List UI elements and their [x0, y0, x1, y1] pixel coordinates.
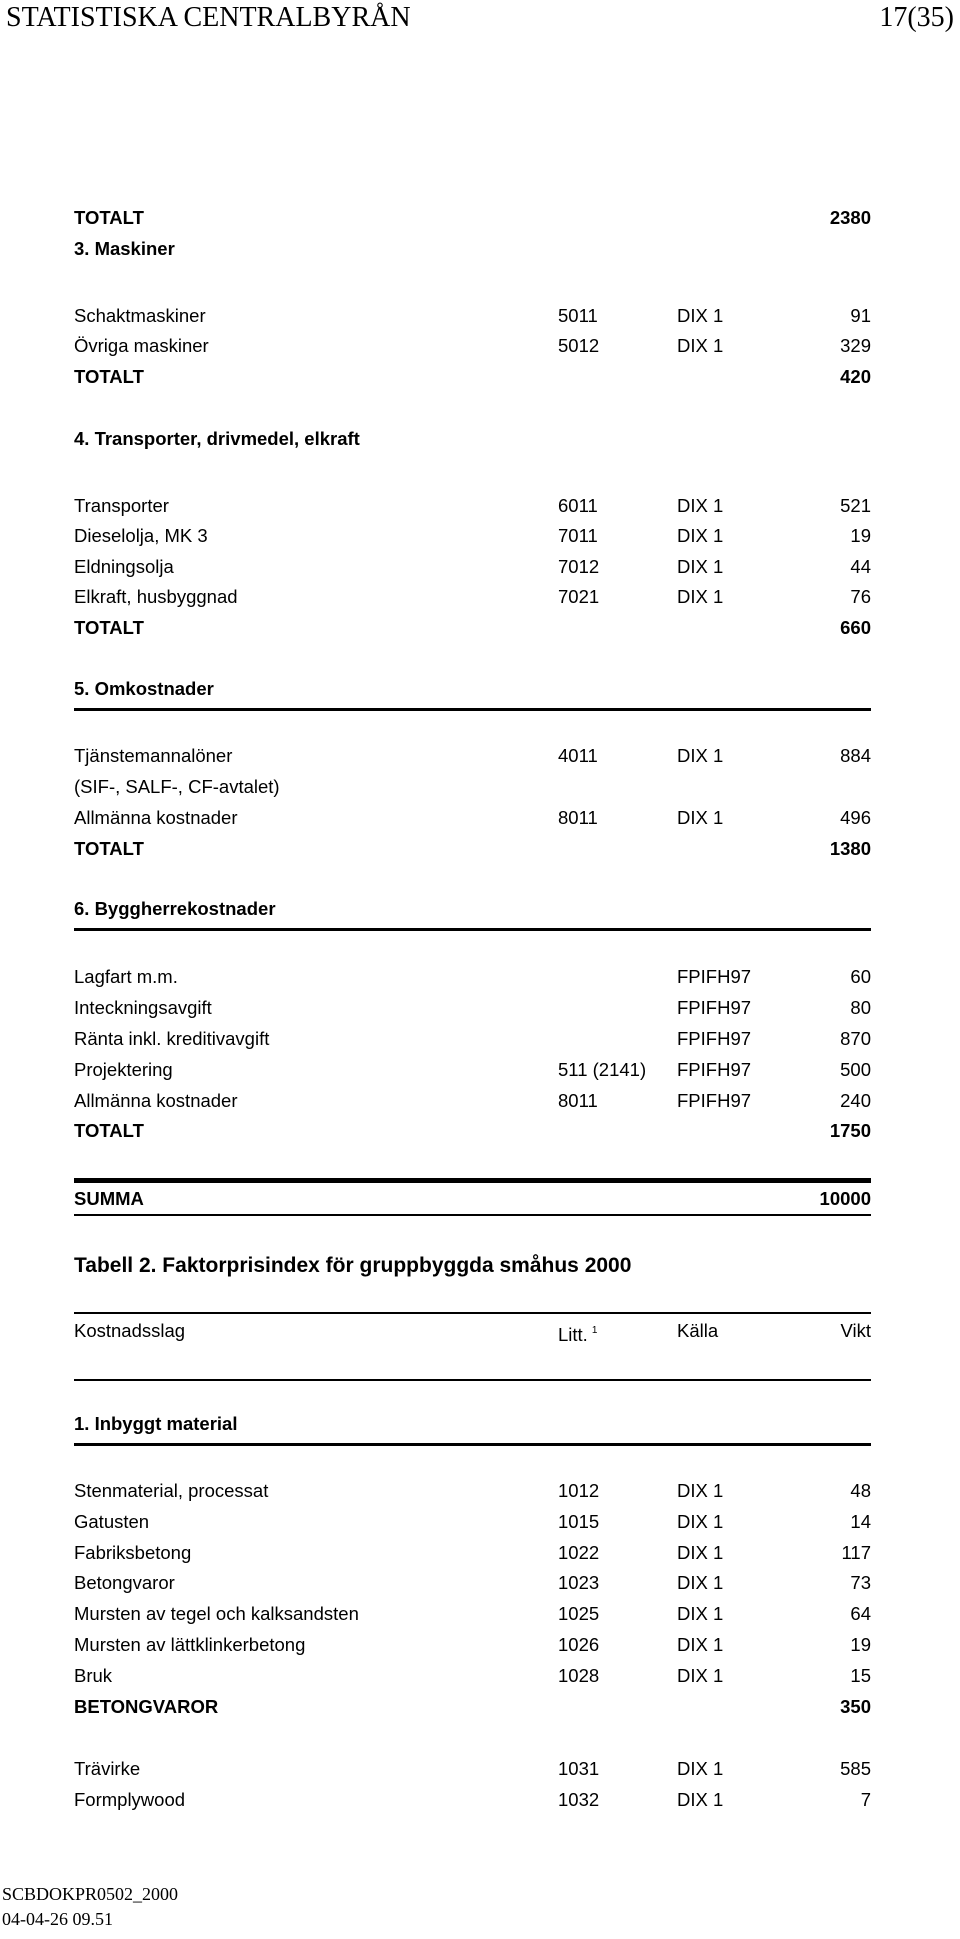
- total-value: 2380: [829, 207, 871, 228]
- column-headers: [74, 1318, 871, 1344]
- column-header-kostnadsslag: Kostnadsslag: [74, 1320, 186, 1341]
- table-row: Allmänna kostnader 8011 FPIFH97 240: [74, 1090, 871, 1111]
- total-row: [74, 205, 871, 231]
- print-timestamp: 04-04-26 09.51: [2, 1909, 113, 1929]
- table-row: Trävirke 1031 DIX 1 585: [74, 1758, 871, 1779]
- table-row: Betongvaror 1023 DIX 1 73: [74, 1572, 871, 1593]
- column-header-kalla: Källa: [677, 1320, 719, 1341]
- table-row: Tjänstemannalöner 4011 DIX 1 884: [74, 745, 871, 766]
- section-heading: 3. Maskiner: [74, 238, 175, 259]
- total-row: TOTALT 1380: [74, 838, 871, 859]
- section-heading: 5. Omkostnader: [74, 678, 214, 699]
- summa-row: SUMMA 10000: [74, 1188, 871, 1209]
- section-heading: 4. Transporter, drivmedel, elkraft: [74, 428, 360, 449]
- table-row: Projektering 511 (2141) FPIFH97 500: [74, 1059, 871, 1080]
- subtotal-row: BETONGVAROR 350: [74, 1696, 871, 1717]
- organization-name: STATISTISKA CENTRALBYRÅN: [6, 2, 411, 33]
- table-row: Formplywood 1032 DIX 1 7: [74, 1789, 871, 1810]
- table-row: Eldningsolja 7012 DIX 1 44: [74, 556, 871, 577]
- section-divider: [74, 928, 871, 931]
- document-id: SCBDOKPR0502_2000: [2, 1884, 179, 1904]
- section-divider: [74, 708, 871, 711]
- total-label: TOTALT: [74, 207, 144, 228]
- table-row: Elkraft, husbyggnad 7021 DIX 1 76: [74, 586, 871, 607]
- table-row: Mursten av lättklinkerbetong 1026 DIX 1 19: [74, 1634, 871, 1655]
- section-divider: [74, 1443, 871, 1446]
- summa-divider: [74, 1178, 871, 1183]
- total-row: TOTALT 660: [74, 617, 871, 638]
- table-row: Dieselolja, MK 3 7011 DIX 1 19: [74, 525, 871, 546]
- table-row: Schaktmaskiner 5011 DIX 1 91: [74, 305, 871, 326]
- table-row: (SIF-, SALF-, CF-avtalet): [74, 776, 280, 797]
- table-row: Bruk 1028 DIX 1 15: [74, 1665, 871, 1686]
- page-number: 17(35): [879, 2, 954, 33]
- table-row: Gatusten 1015 DIX 1 14: [74, 1511, 871, 1532]
- table-title: Tabell 2. Faktorprisindex för gruppbyggda småhus 2000: [74, 1254, 632, 1277]
- column-header-litt-label: Litt.: [558, 1324, 588, 1345]
- table-row: Lagfart m.m. FPIFH97 60: [74, 966, 871, 987]
- table-row: Inteckningsavgift FPIFH97 80: [74, 997, 871, 1018]
- section-heading: 6. Byggherrekostnader: [74, 898, 276, 919]
- table-row: Transporter 6011 DIX 1 521: [74, 495, 871, 516]
- header-bottom-rule: [74, 1379, 871, 1381]
- table-row: Mursten av tegel och kalksandsten 1025 DIX 1 64: [74, 1603, 871, 1624]
- table-top-rule: [74, 1312, 871, 1314]
- section-heading: 1. Inbyggt material: [74, 1413, 238, 1434]
- summa-underline: [74, 1214, 871, 1216]
- column-header-litt: [558, 1318, 597, 1348]
- table-row: Övriga maskiner 5012 DIX 1 329: [74, 335, 871, 356]
- table-row: Stenmaterial, processat 1012 DIX 1 48: [74, 1480, 871, 1501]
- page-header: [6, 0, 954, 40]
- total-row: TOTALT 420: [74, 366, 871, 387]
- column-header-vikt: Vikt: [840, 1320, 871, 1341]
- total-row: TOTALT 1750: [74, 1120, 871, 1141]
- footnote-marker: 1: [591, 1325, 598, 1336]
- table-row: Allmänna kostnader 8011 DIX 1 496: [74, 807, 871, 828]
- table-row: Ränta inkl. kreditivavgift FPIFH97 870: [74, 1028, 871, 1049]
- table-row: Fabriksbetong 1022 DIX 1 117: [74, 1542, 871, 1563]
